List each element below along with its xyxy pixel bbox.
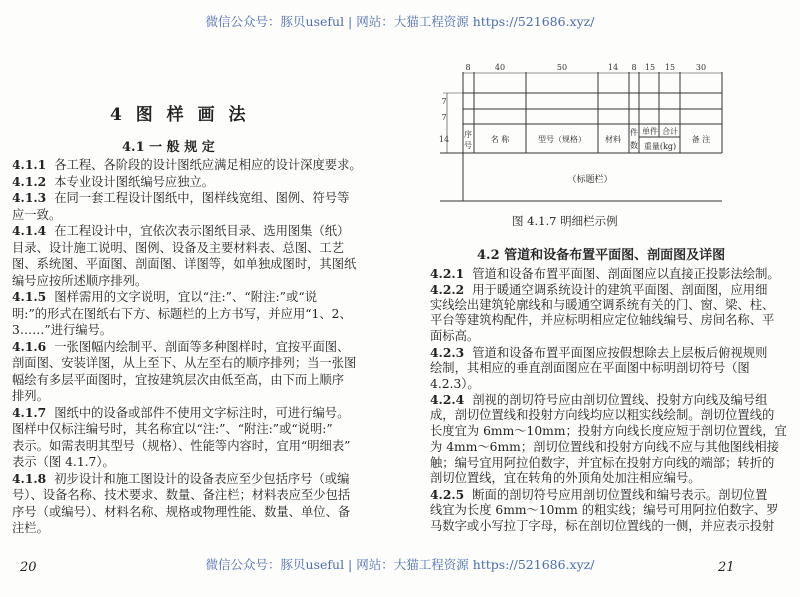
paragraph-line [430, 502, 779, 519]
paragraph-line [12, 372, 345, 389]
paragraph-line [430, 313, 775, 329]
page-number-left: 20 [20, 560, 37, 575]
row-dim: 7 [441, 113, 447, 122]
clause-text: 表示。如需表明其型号（规格）、性能等内容时，宜用“明细表” [12, 438, 351, 453]
detail-table-figure [0, 0, 800, 210]
header-name: 名 称 [490, 135, 510, 144]
paragraph-line [430, 377, 736, 393]
clause-number: 4.2.4 [430, 392, 465, 408]
header-unit: 单件 [642, 127, 658, 136]
clause-text: 用于暖通空调系统设计的建筑平面图、剖面图，应用细 [472, 282, 768, 297]
clause-text: 初步设计和施工图设计的设备表应至少包括序号（或编 [54, 471, 350, 486]
paragraph-line [430, 360, 750, 377]
section-title-4-2: 4.2 管道和设备布置平面图、剖面图及详图 [477, 248, 726, 263]
paragraph-line [12, 421, 333, 438]
paragraph-line [12, 470, 350, 488]
clause-text: 明:”的形式在图纸右下方、标题栏的上方书写，并应用“1、2、 [12, 306, 352, 321]
paragraph-line [430, 423, 787, 440]
paragraph-line [12, 223, 350, 240]
clause-text: 实线绘出建筑轮廓线和与暖通空调系统有关的门、窗、梁、柱、 [430, 297, 775, 312]
clause-text: 3……”进行编号。 [12, 323, 113, 337]
clause-text: 4.2.3）。 [430, 376, 480, 391]
header-seq: 序 [464, 130, 472, 139]
clause-text: 图、系统图、平面图、剖面图、详图等，如单独成图时，其图纸 [12, 257, 357, 271]
header-weight: 重量(kg) [643, 142, 677, 151]
clause-number: 4.1.1 [12, 157, 47, 172]
paragraph-line [430, 344, 768, 361]
clause-number: 4.1.7 [12, 404, 47, 420]
paragraph-line [12, 322, 317, 339]
clause-text: 编号应按所述顺序排列。 [12, 273, 148, 288]
header-count: 数 [630, 141, 638, 150]
paragraph-line [12, 520, 317, 537]
col-dim: 15 [644, 63, 656, 72]
clause-number: 4.1.8 [12, 470, 47, 486]
chapter-title: 4 图 样 画 法 [110, 105, 250, 125]
col-dim: 15 [664, 63, 676, 72]
paragraph-line [12, 454, 317, 471]
clause-text: 马数字或小写拉丁字母，标在剖切位置线的一侧，并应表示投射 [430, 518, 775, 533]
clause-text: 管道和设备布置平面图、剖面图应以直接正投影法绘制。 [472, 267, 780, 281]
col-dim: 30 [695, 63, 707, 72]
clause-text: 在工程设计中，宜依次表示图纸目录、选用图集（纸） [54, 224, 350, 238]
paragraph-line [430, 266, 780, 282]
paragraph-line [430, 281, 768, 298]
clause-text: 剖视的剖切符号应由剖切位置线、投射方向线及编号组 [472, 393, 768, 408]
clause-number: 4.1.6 [12, 338, 47, 354]
clause-text: 注栏。 [12, 521, 49, 535]
paragraph-line [430, 518, 775, 535]
clause-number: 4.2.3 [430, 344, 465, 360]
clause-text: 剖面图、安装详图，从上至下、从左至右的顺序排列；当一张图 [12, 356, 357, 370]
title-block-label: （标题栏） [567, 175, 613, 185]
col-dim: 14 [607, 63, 619, 72]
right-page-body [430, 266, 787, 535]
paragraph-line [430, 329, 736, 345]
clause-text: 各工程、各阶段的设计图纸应满足相应的设计深度要求。 [54, 158, 362, 172]
paragraph-line [12, 240, 345, 257]
paragraph-line [12, 355, 357, 372]
col-dim: 50 [556, 63, 568, 72]
paragraph-line [12, 404, 350, 422]
clause-text: 平台等建筑构配件，并应标明相应定位轴线编号、房间名称、平 [430, 313, 775, 328]
clause-text: 断面的剖切符号应用剖切位置线和编号表示。剖切位置 [472, 488, 768, 503]
clause-text: 表示（图 4.1.7）。 [12, 455, 115, 469]
paragraph-line [12, 338, 350, 356]
paragraph-line [430, 487, 768, 503]
row-dim: 7 [441, 97, 447, 106]
col-dim: 8 [631, 63, 637, 72]
clause-text: 为 4mm～6mm；剖切位置线和投射方向线不应与其他图线相接 [430, 439, 780, 454]
paragraph-line [430, 455, 775, 472]
header-seq: 号 [464, 141, 472, 150]
clause-number: 4.1.2 [12, 173, 47, 189]
clause-text: 触；编号宜用阿拉伯数字，并宜标在投射方向线的端部；转折的 [430, 455, 775, 470]
clause-text: 面标高。 [430, 329, 480, 344]
header-total: 合计 [662, 127, 678, 136]
paragraph-line [430, 297, 775, 314]
left-page-body [12, 157, 362, 537]
clause-text: 管道和设备布置平面图应按假想除去上层板后俯视规则 [472, 345, 768, 360]
paragraph-line [430, 471, 736, 487]
clause-text: 目录、设计施工说明、图例、设备及主要材料表、总图、工艺 [12, 240, 345, 255]
clause-number: 4.1.4 [12, 223, 47, 238]
paragraph-line [12, 306, 352, 323]
page-number-right: 21 [718, 560, 735, 575]
clause-text: 成，剖切位置线和投射方向线均应以粗实线绘制。剖切位置线的 [430, 408, 775, 423]
paragraph-line [12, 504, 351, 521]
clause-text: 绘制，其相应的垂直剖面图应在平面图中标明剖切符号（图 [430, 360, 750, 375]
clause-number: 4.2.2 [430, 281, 465, 297]
col-dim: 40 [494, 63, 506, 72]
row-dim: 14 [438, 135, 450, 144]
clause-text: 应一致。 [12, 207, 62, 222]
paragraph-line [12, 289, 317, 306]
paragraph-line [430, 392, 768, 408]
clause-text: 图纸中的设备或部件不使用文字标注时，可进行编号。 [54, 405, 350, 420]
clause-number: 4.2.5 [430, 487, 465, 503]
paragraph-line [430, 439, 780, 456]
col-dim: 8 [465, 63, 471, 72]
clause-text: 序号（或编号）、材料名称、规格或物理性能、数量、单位、备 [12, 504, 351, 519]
clause-text: 线宜为长度 6mm～10mm 的粗实线；编号可用阿拉伯数字、罗 [430, 502, 779, 517]
paragraph-line [12, 273, 317, 290]
clause-text: 剖切位置线，宜在转角的外顶角处加注相应编号。 [430, 471, 701, 486]
clause-text: 幅绘有多层平面图时，宜按建筑层次由低至高，由下而上顺序 [12, 372, 345, 387]
header-model: 型号（规格） [538, 135, 586, 144]
paragraph-line [12, 438, 351, 455]
clause-number: 4.1.3 [12, 190, 47, 205]
clause-number: 4.1.5 [12, 289, 47, 304]
clause-text: 图样需用的文字说明，宜以“注:”、“附注:”或“说 [54, 290, 317, 304]
figure-caption: 图 4.1.7 明细栏示例 [512, 214, 618, 228]
section-title-4-1: 4.1 一 般 规 定 [122, 140, 215, 155]
clause-text: 排列。 [12, 389, 49, 403]
clause-text: 本专业设计图纸编号应独立。 [54, 174, 215, 189]
header-remark: 备 注 [691, 135, 711, 144]
clause-number: 4.2.1 [430, 266, 465, 281]
clause-text: 一张图幅内绘制平、剖面等多种图样时，宜按平面图、 [54, 339, 350, 354]
paragraph-line [12, 256, 357, 273]
paragraph-line [12, 388, 317, 405]
clause-text: 号）、设备名称、技术要求、数量、备注栏；材料表应至少包括 [12, 488, 351, 502]
header-count: 件 [630, 128, 638, 137]
watermark-bottom: 微信公众号：豚贝useful | 网站：大猫工程资源 https://521686.xyz/ [205, 557, 595, 572]
header-material: 材料 [605, 135, 621, 144]
clause-text: 图样中仅标注编号时，其名称宜以“注:”、“附注:”或“说明:” [12, 422, 333, 436]
clause-text: 在同一套工程设计图纸中，图样线宽组、图例、符号等 [54, 191, 350, 205]
paragraph-line [12, 487, 351, 504]
clause-text: 长度宜为 6mm～10mm；投射方向线长度应短于剖切位置线，宜 [430, 423, 787, 438]
paragraph-line [430, 408, 775, 424]
watermark-top: 微信公众号：豚贝useful | 网站：大猫工程资源 https://521686.xyz/ [205, 14, 595, 29]
